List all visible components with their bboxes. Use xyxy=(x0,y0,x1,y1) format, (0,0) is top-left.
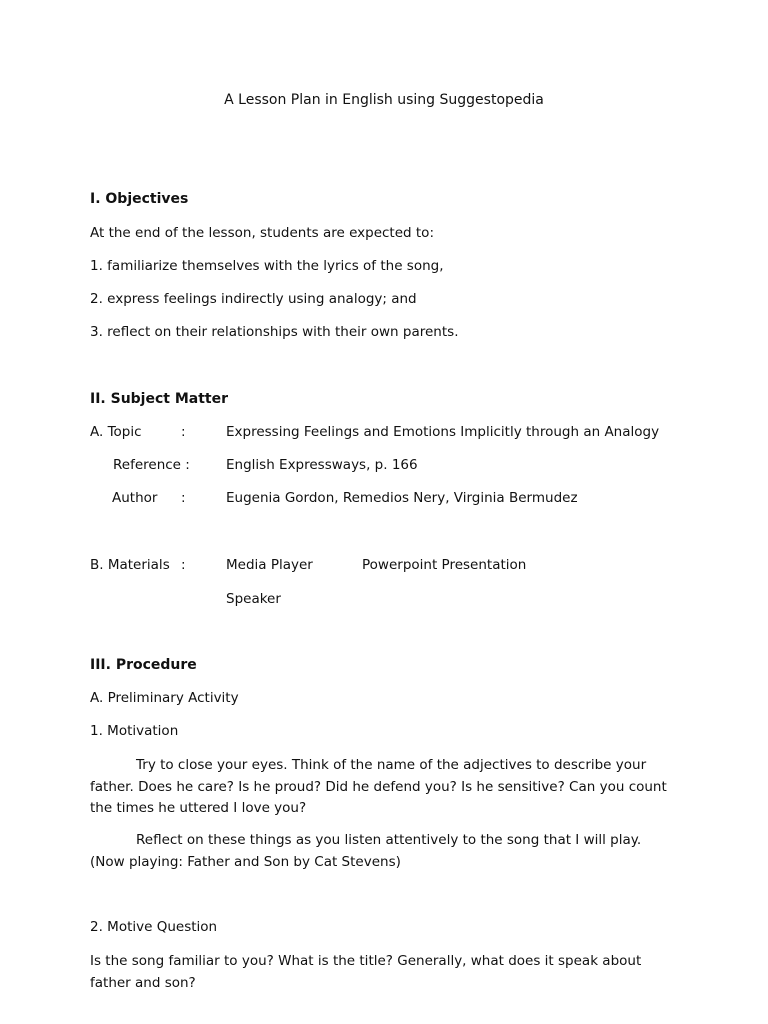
document-title: A Lesson Plan in English using Suggestopedia xyxy=(224,92,544,108)
objective-item-1: 1. familiarize themselves with the lyrics of the song, xyxy=(90,258,444,274)
author-value: Eugenia Gordon, Remedios Nery, Virginia Bermudez xyxy=(226,490,578,506)
author-colon: : xyxy=(181,490,186,506)
motivation-heading: 1. Motivation xyxy=(90,723,179,739)
topic-colon: : xyxy=(181,424,186,440)
materials-colon: : xyxy=(181,557,186,573)
motivation-paragraph-1: Try to close your eyes. Think of the name of the adjectives to describe your father. Does he care? Is he proud? Did he defend you? Is he sensitive? Can you count the times he uttered I love you? xyxy=(90,757,667,816)
topic-value: Expressing Feelings and Emotions Implicitly through an Analogy xyxy=(226,424,660,440)
topic-label: A. Topic xyxy=(90,424,142,440)
motive-question-text: Is the song familiar to you? What is the title? Generally, what does it speak about father and son? xyxy=(90,953,642,991)
subject-matter-heading: II. Subject Matter xyxy=(90,391,229,407)
preliminary-activity: A. Preliminary Activity xyxy=(90,690,239,706)
author-label: Author xyxy=(112,490,158,506)
procedure-heading: III. Procedure xyxy=(90,657,197,673)
motive-question-heading: 2. Motive Question xyxy=(90,919,218,935)
materials-label: B. Materials xyxy=(90,557,170,573)
material-speaker: Speaker xyxy=(226,591,281,607)
objective-item-2: 2. express feelings indirectly using analogy; and xyxy=(90,291,417,307)
reference-label: Reference : xyxy=(113,457,190,473)
motivation-paragraph-2: Reflect on these things as you listen attentively to the song that I will play. (Now playing: Father and Son by Cat Stevens) xyxy=(90,832,642,870)
reference-value: English Expressways, p. 166 xyxy=(226,457,418,473)
objectives-intro: At the end of the lesson, students are expected to: xyxy=(90,225,434,241)
objective-item-3: 3. reflect on their relationships with their own parents. xyxy=(90,324,459,340)
objectives-heading: I. Objectives xyxy=(90,191,189,207)
material-media-player: Media Player xyxy=(226,557,313,573)
material-powerpoint: Powerpoint Presentation xyxy=(362,557,527,573)
